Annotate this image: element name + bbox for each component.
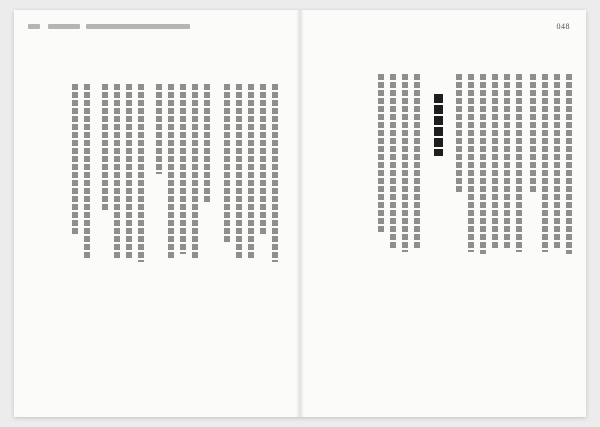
text-line (504, 74, 510, 250)
text-line (236, 84, 242, 260)
right-page-body-text (300, 10, 586, 417)
text-line (126, 84, 132, 260)
text-line (480, 74, 486, 254)
text-line (378, 74, 384, 234)
text-line (248, 84, 254, 258)
text-line (542, 74, 548, 252)
book-spread (14, 10, 586, 417)
text-line (138, 84, 144, 262)
right-page (300, 10, 586, 417)
section-heading (434, 94, 443, 156)
text-line (168, 84, 174, 260)
left-page-body-text (14, 10, 300, 417)
text-line (530, 74, 536, 194)
text-line (390, 74, 396, 250)
text-line (72, 84, 78, 234)
text-line (468, 74, 474, 252)
text-line (516, 74, 522, 252)
text-line (272, 84, 278, 262)
text-line (84, 84, 90, 260)
text-line (554, 74, 560, 250)
left-page (14, 10, 300, 417)
text-line (456, 74, 462, 194)
text-line (114, 84, 120, 258)
text-line (414, 74, 420, 250)
text-line (180, 84, 186, 254)
text-line (566, 74, 572, 254)
text-line (224, 84, 230, 244)
text-line (402, 74, 408, 252)
text-line (156, 84, 162, 174)
text-line (204, 84, 210, 202)
text-line (192, 84, 198, 260)
text-line (102, 84, 108, 212)
text-line (260, 84, 266, 234)
text-line (492, 74, 498, 248)
right-page-number: 048 (556, 22, 570, 31)
